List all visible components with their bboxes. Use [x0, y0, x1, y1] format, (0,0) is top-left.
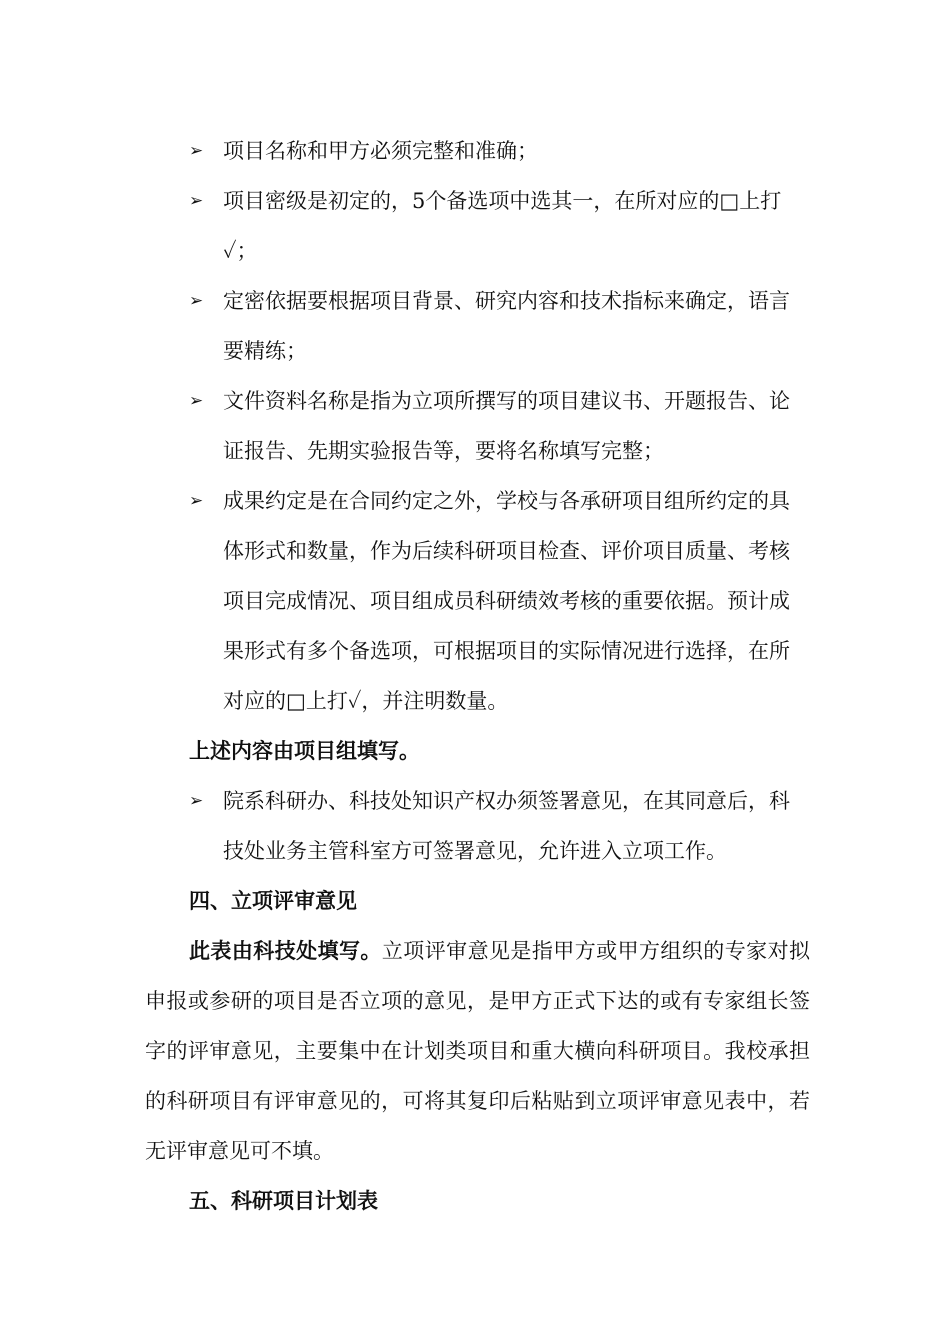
list-item — [145, 276, 810, 376]
list-item-text: 定密依据要根据项目背景、研究内容和技术指标来确定，语言要精练； — [223, 289, 790, 363]
list-item — [145, 476, 810, 726]
arrow-bullet-icon: ➢ — [189, 491, 204, 511]
list-item-text: 文件资料名称是指为立项所撰写的项目建议书、开题报告、论证报告、先期实验报告等，要将名称填写完整； — [223, 389, 790, 463]
list-item-text: 院系科研办、科技处知识产权办须签署意见，在其同意后，科技处业务主管科室方可签署意见，允许进入立项工作。 — [223, 789, 790, 863]
section-5-heading: 五、科研项目计划表 — [189, 1189, 378, 1213]
section-4-lead: 此表由科技处填写。 — [189, 939, 382, 963]
list-item-text: 项目密级是初定的，5个备选项中选其一，在所对应的□上打✓； — [223, 189, 782, 263]
list-item — [145, 126, 810, 176]
list-item-text: 项目名称和甲方必须完整和准确； — [223, 139, 538, 163]
arrow-bullet-icon: ➢ — [189, 141, 204, 161]
arrow-bullet-icon: ➢ — [189, 391, 204, 411]
section-4-paragraph — [145, 926, 810, 1176]
arrow-bullet-icon: ➢ — [189, 291, 204, 311]
note-heading: 上述内容由项目组填写。 — [189, 739, 420, 763]
list-item — [145, 776, 810, 876]
list-item — [145, 176, 810, 276]
section-4-body: 立项评审意见是指甲方或甲方组织的专家对拟申报或参研的项目是否立项的意见，是甲方正式下达的或有专家组长签字的评审意见，主要集中在计划类项目和重大横向科研项目。我校承担的科研项目有评审意见的，可将其复印后粘贴到立项评审意见表中，若无评审意见可不填。 — [145, 939, 811, 1163]
list-item — [145, 376, 810, 476]
list-item-text: 成果约定是在合同约定之外，学校与各承研项目组所约定的具体形式和数量，作为后续科研项目检查、评价项目质量、考核项目完成情况、项目组成员科研绩效考核的重要依据。预计成果形式有多个备选项，可根据项目的实际情况进行选择，在所对应的□上打✓，并注明数量。 — [223, 489, 790, 713]
section-4-heading: 四、立项评审意见 — [189, 889, 357, 913]
arrow-bullet-icon: ➢ — [189, 191, 204, 211]
arrow-bullet-icon: ➢ — [189, 791, 204, 811]
